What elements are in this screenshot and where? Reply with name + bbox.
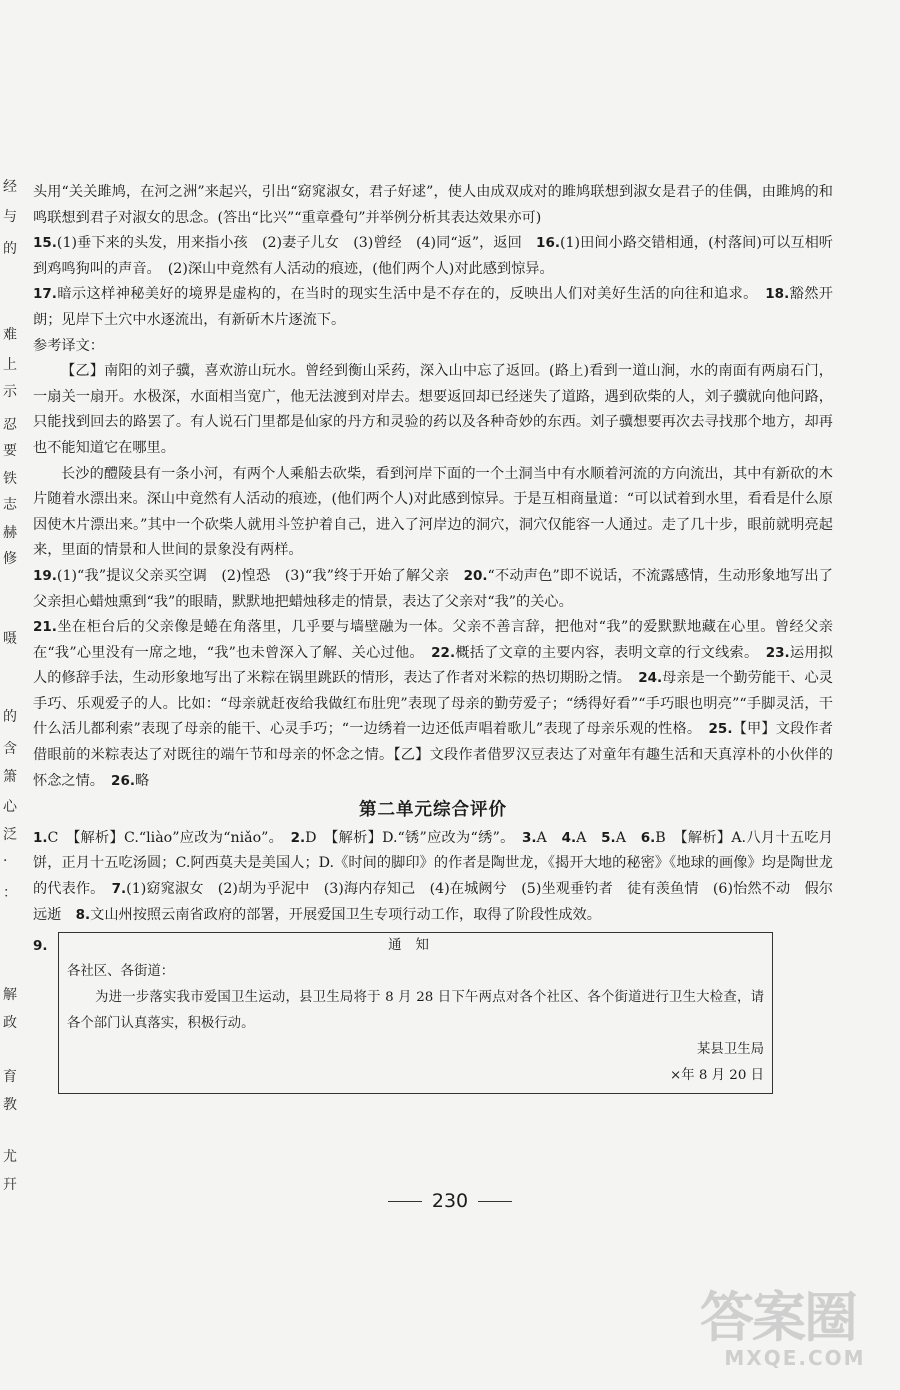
margin-char: 示 (3, 384, 17, 400)
translation-label: 参考译文： (33, 337, 104, 354)
answer-17-18 (33, 282, 833, 333)
notice-box (58, 932, 773, 1094)
answer-text: A (576, 829, 587, 846)
margin-char: 上 (3, 357, 17, 373)
answer-content (33, 180, 833, 1098)
question-number: 5. (601, 829, 616, 846)
watermark-url: MXQE.COM (724, 1346, 866, 1370)
question-number: 21. (33, 619, 57, 636)
question-number: 25. (708, 721, 733, 738)
margin-char: 要 (3, 443, 17, 459)
question-number: 18. (765, 286, 790, 303)
translation-paragraph-2: 长沙的醴陵县有一条小河，有两个人乘船去砍柴，看到河岸下面的一个土洞当中有水顺着河流的方向流出，其中有新砍的木片随着水漂出来。深山中竟然有人活动的痕迹，(他们两个人)对此感到惊异。于是互相商量道：“可以试着到水里，看看是什么原因使木片漂出来。”其中一个砍柴人就用斗笠护着自己，进入了河岸边的洞穴，洞穴仅能容一人通过。走了几十步，眼前就明亮起来，里面的情景和人世间的景象没有两样。 (33, 465, 833, 559)
unit2-answers (33, 826, 833, 928)
question-number: 9. (33, 938, 48, 955)
page-number-text: 230 (431, 1190, 469, 1212)
page-number (0, 1190, 900, 1212)
margin-char: 心 (3, 799, 17, 815)
notice-title: 通知 (388, 938, 443, 954)
answer-text: 文山州按照云南省政府的部署，开展爱国卫生专项行动工作，取得了阶段性成效。 (90, 906, 601, 923)
answer-text: 豁然开朗；见岸下土穴中水逐流出，有新斫木片逐流下。 (33, 286, 833, 328)
margin-char: 忍 (3, 417, 17, 433)
answer-text: 略 (134, 772, 150, 789)
notice-date: ×年 8 月 20 日 (670, 1068, 764, 1084)
margin-char: 箫 (3, 769, 17, 785)
margin-char: 赫 (3, 525, 17, 541)
translation-paragraph-yi: 【乙】南阳的刘子骥，喜欢游山玩水。曾经到衡山采药，深入山中忘了返回。(路上)看到一道山涧，水的南面有两扇石门，一扇关一扇开。水极深，水面相当宽广，他无法渡到对岸去。想要返回却已经迷失了道路，遇到砍柴的人，刘子骥就向他问路，只能找到回去的路罢了。有人说石门里都是仙家的丹方和灵验的药以及各种奇妙的东西。刘子骥想要再次去寻找那个地方，却再也不能知道它在哪里。 (33, 363, 833, 456)
margin-char: 教 (3, 1097, 17, 1113)
question-number: 16. (536, 235, 560, 252)
margin-char: 难 (3, 327, 17, 343)
answer-text: (1)垂下来的头发，用来指小孩 (2)妻子儿女 (3)曾经 (4)同“返”，返回 (56, 235, 522, 252)
margin-char: 的 (3, 241, 17, 257)
margin-char: 幵 (3, 1177, 17, 1193)
question-number: 6. (640, 829, 656, 846)
margin-char: 修 (3, 551, 17, 567)
margin-char: 经 (3, 179, 17, 195)
page-number-dash (478, 1201, 512, 1202)
question-number: 8. (75, 906, 91, 923)
watermark (700, 1286, 890, 1380)
margin-char: 嗫 (3, 631, 17, 647)
watermark-logo: 答案圈 (700, 1286, 856, 1349)
margin-char: ： (3, 885, 17, 901)
answer-text: 运用拟人的修辞手法，生动形象地写出了米粽在锅里跳跃的情形，表达了作者对米粽的热切期盼之情。 (33, 644, 833, 687)
answer-text: (1)窈窕淑女 (2)胡为乎泥中 (3)海内存知己 (4)在城阙兮 (5)坐观垂钓者 徒有羡鱼情 (6)怡然不动 假尔远逝 (33, 881, 833, 923)
question-number: 17. (33, 286, 57, 303)
question-number: 1. (33, 829, 48, 846)
answer-text: B 【解析】A.八月十五吃月饼，正月十五吃汤圆；C.阿西莫夫是美国人；D.《时间的脚印》的作者是陶世龙，《揭开大地的秘密》《地球的画像》均是陶世龙的代表作。 (33, 829, 833, 898)
answer-19-20 (33, 564, 833, 615)
question-number: 20. (463, 567, 488, 584)
margin-char: 尤 (3, 1149, 17, 1165)
margin-char: 的 (3, 709, 17, 725)
answer-text: C 【解析】C.“liào”应改为“niǎo”。 (47, 829, 277, 846)
section-title: 第二单元综合评价 (359, 800, 507, 821)
answer-text: 母亲是一个勤劳能干、心灵手巧、乐观爱子的人。比如：“母亲就赶夜给我做红布肚兜”表现了母亲的勤劳爱子；“绣得好看”“手巧眼也明亮”“手脚灵活，干什么活儿都利索”表现了母亲的能干、心灵手巧；“一边绣着一边还低声唱着歌儿”表现了母亲乐观的性格。 (33, 670, 833, 738)
page-number-dash (388, 1201, 422, 1202)
margin-char: 泛 (3, 827, 17, 843)
margin-char: 育 (3, 1069, 17, 1085)
question-number: 22. (431, 644, 456, 661)
answer-text: 【甲】文段作者借眼前的米粽表达了对既往的端午节和母亲的怀念之情。【乙】文段作者借罗汉豆表达了对童年有趣生活和天真淳朴的小伙伴的怀念之情。 (33, 721, 833, 789)
answer-text: “不动声色”即不说话，不流露感情，生动形象地写出了父亲担心蜡烛熏到“我”的眼睛，默默地把蜡烛移走的情景，表达了父亲对“我”的关心。 (33, 567, 833, 610)
question-number: 3. (522, 829, 537, 846)
paragraph-14-tail: 头用“关关雎鸠，在河之洲”来起兴，引出“窈窕淑女，君子好逑”，使人由成双成对的雎鸠联想到淑女是君子的佳偶，由雎鸠的和鸣联想到君子对淑女的思念。(答出“比兴”“重章叠句”并举例分析其表达效果亦可) (33, 184, 833, 226)
question-number: 15. (33, 235, 57, 252)
margin-char: 含 (3, 741, 17, 757)
question-number: 23. (765, 644, 790, 661)
answer-text: 暗示这样神秘美好的境界是虚构的，在当时的现实生活中是不存在的，反映出人们对美好生活的向往和追求。 (56, 286, 751, 303)
margin-char: 政 (3, 1015, 17, 1031)
margin-char: · (3, 853, 8, 869)
answer-text: 概括了文章的主要内容，表明文章的行文线索。 (455, 644, 752, 661)
answer-text: D 【解析】D.“锈”应改为“绣”。 (305, 829, 508, 846)
answer-text: (1)田间小路交错相通，(村落间)可以互相听到鸡鸣狗叫的声音。 (2)深山中竟然有人活动的痕迹，(他们两个人)对此感到惊异。 (33, 235, 833, 277)
question-number: 7. (111, 881, 127, 898)
question-number: 24. (638, 670, 663, 687)
answer-15-16 (33, 231, 833, 282)
question-number: 4. (561, 829, 577, 846)
question-number: 2. (290, 829, 306, 846)
answer-21-26 (33, 615, 833, 794)
answer-text: 坐在柜台后的父亲像是蜷在角落里，几乎要与墙壁融为一体。父亲不善言辞，把他对“我”的爱默默地藏在心里。曾经父亲在“我”心里没有一席之地，“我”也未曾深入了解、关心过他。 (33, 619, 833, 661)
margin-char: 铁 (3, 471, 17, 487)
answer-text: (1)“我”提议父亲买空调 (2)惶恐 (3)“我”终于开始了解父亲 (56, 567, 450, 584)
question-number: 19. (33, 567, 57, 584)
answer-9-notice (33, 932, 833, 1098)
margin-char: 志 (3, 497, 17, 513)
answer-text: A (615, 829, 626, 846)
notice-body: 为进一步落实我市爱国卫生运动，县卫生局将于 8 月 28 日下午两点对各个社区、各个街道进行卫生大检查，请各个部门认真落实，积极行动。 (67, 990, 764, 1032)
notice-signer: 某县卫生局 (697, 1042, 764, 1058)
margin-char: 与 (3, 209, 17, 225)
question-number: 26. (111, 772, 135, 789)
margin-char: 解 (3, 987, 17, 1003)
answer-text: A (536, 829, 547, 846)
notice-salutation: 各社区、各街道： (67, 964, 175, 980)
